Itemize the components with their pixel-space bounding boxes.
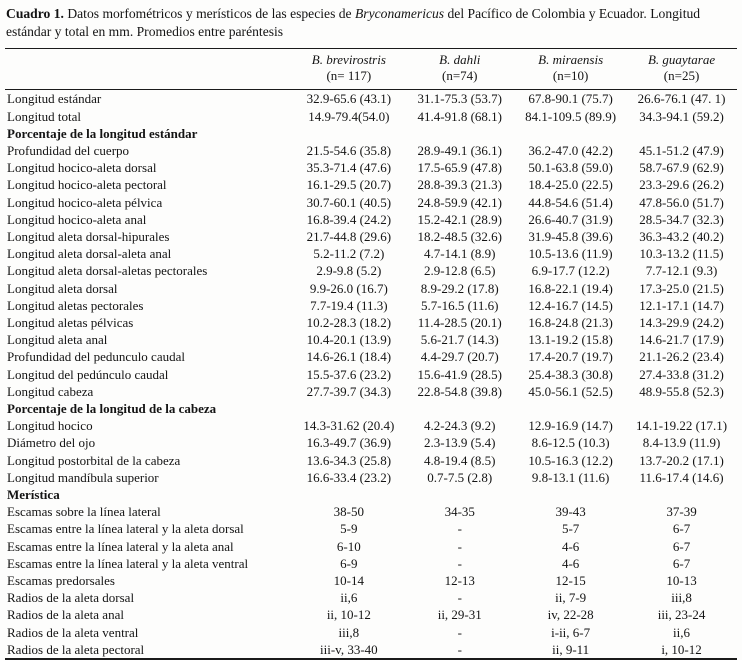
- column-header-b-dahli: [404, 48, 515, 90]
- table-row: [5, 194, 737, 211]
- cell-value: 34-35: [444, 504, 475, 520]
- table-row: [5, 331, 737, 348]
- cell-value: 13.6-34.3 (25.8): [306, 452, 392, 468]
- cell-value: ii, 29-31: [437, 607, 482, 623]
- cell-value: 39-43: [555, 504, 586, 520]
- cell-value: 14.9-79.4(54.0): [308, 108, 390, 124]
- cell-value: 10.5-16.3 (12.2): [528, 452, 613, 468]
- cell-value: 35.3-71.4 (47.6): [306, 160, 392, 176]
- cell-value: -: [457, 538, 462, 554]
- table-row: [5, 142, 737, 159]
- row-label: Longitud estándar: [7, 91, 102, 107]
- cell-value: ii, 10-12: [326, 607, 371, 623]
- cell-value: 25.4-38.3 (30.8): [528, 366, 613, 382]
- cell-value: 7.7-19.4 (11.3): [310, 297, 388, 313]
- table-row: [5, 245, 737, 262]
- species-name: B. guaytarae: [647, 51, 716, 67]
- table-row: [5, 348, 737, 365]
- cell-value: 2.3-13.9 (5.4): [423, 435, 496, 451]
- sample-size: (n=74): [441, 68, 478, 84]
- cell-value: 36.3-43.2 (40.2): [639, 229, 724, 244]
- cell-value: 14.3-31.62 (20.4): [303, 418, 395, 434]
- cell-value: 4.2-24.3 (9.2): [423, 418, 496, 434]
- cell-value: 67.8-90.1 (75.7): [528, 91, 613, 107]
- cell-value: 38-50: [333, 504, 365, 520]
- species-name: B. dahli: [439, 51, 481, 67]
- cell-value: 5.2-11.2 (7.2): [313, 246, 385, 262]
- table-row: [5, 108, 737, 125]
- cell-value: 17.5-65.9 (47.8): [417, 160, 502, 176]
- cell-value: 14.3-29.9 (24.2): [639, 315, 724, 331]
- cell-value: 26.6-40.7 (31.9): [528, 211, 613, 227]
- table-row: [5, 572, 737, 589]
- cell-value: 16.8-22.1 (19.4): [528, 280, 613, 296]
- cell-value: 10.3-13.2 (11.5): [639, 246, 724, 262]
- cell-value: 8.6-12.5 (10.3): [531, 435, 610, 451]
- table-row: [5, 538, 737, 555]
- cell-value: 9.9-26.0 (16.7): [309, 280, 388, 296]
- row-label: Longitud aleta dorsal-hipurales: [7, 229, 170, 244]
- cell-value: 5.7-16.5 (11.6): [420, 297, 499, 313]
- cell-value: 4-6: [561, 555, 580, 571]
- cell-value: 27.7-39.7 (34.3): [306, 383, 392, 399]
- cell-value: 34.3-94.1 (59.2): [639, 108, 724, 124]
- cell-value: 17.4-20.7 (19.7): [528, 349, 613, 365]
- row-label: Profundidad del cuerpo: [7, 142, 130, 158]
- cell-value: 31.9-45.8 (39.6): [528, 229, 613, 244]
- cell-value: 22.8-54.8 (39.8): [417, 383, 502, 399]
- row-label: Longitud hocico-aleta pélvica: [7, 194, 163, 210]
- cell-value: 13.1-19.2 (15.8): [528, 332, 613, 348]
- column-header-b-miraensis: [515, 48, 626, 90]
- cell-value: 31.1-75.3 (53.7): [417, 91, 502, 107]
- cell-value: 28.5-34.7 (32.3): [639, 211, 724, 227]
- cell-value: 15.2-42.1 (28.9): [417, 211, 502, 227]
- table-row: [5, 624, 737, 641]
- cell-value: 12-15: [555, 573, 586, 589]
- cell-value: 10-13: [666, 573, 697, 589]
- table-row: [5, 228, 737, 245]
- column-header-b-guaytarae: [626, 48, 737, 90]
- caption-genus: Bryconamericus: [355, 6, 445, 21]
- table-row: [5, 606, 737, 623]
- cell-value: 45.0-56.1 (52.5): [528, 383, 613, 399]
- table-row: [5, 434, 737, 451]
- cell-value: 17.3-25.0 (21.5): [639, 280, 724, 296]
- cell-value: 47.8-56.0 (51.7): [639, 194, 724, 210]
- row-label: Profundidad del pedunculo caudal: [7, 349, 185, 365]
- section-header-row: [5, 486, 737, 503]
- cell-value: i, 10-12: [661, 641, 702, 657]
- row-label: Longitud aletas pélvicas: [7, 315, 134, 331]
- cell-value: 11.4-28.5 (20.1): [417, 315, 502, 331]
- cell-value: 21.1-26.2 (23.4): [639, 349, 724, 365]
- cell-value: -: [457, 590, 462, 606]
- cell-value: 4.4-29.7 (20.7): [420, 349, 499, 365]
- header-row: [5, 48, 737, 90]
- row-label: Escamas entre la línea lateral y la aleta dorsal: [7, 521, 244, 537]
- cell-value: 4.8-19.4 (8.5): [423, 452, 496, 468]
- cell-value: 84.1-109.5 (89.9): [525, 108, 617, 124]
- cell-value: 16.1-29.5 (20.7): [306, 177, 392, 193]
- cell-value: 32.9-65.6 (43.1): [306, 91, 392, 107]
- row-label: Longitud hocico-aleta pectoral: [7, 177, 167, 193]
- caption-text-2: del Pacífico de Colombia y Ecuador. Longitud estándar y total en mm. Promedios entre paréntesis: [6, 6, 701, 39]
- cell-value: 37-39: [666, 504, 697, 520]
- cell-value: 28.9-49.1 (36.1): [417, 142, 502, 158]
- cell-value: i-ii, 6-7: [551, 624, 591, 640]
- cell-value: -: [457, 555, 462, 571]
- cell-value: 12-13: [444, 573, 475, 589]
- section-header-row: [5, 125, 737, 142]
- row-label: Escamas entre la línea lateral y la aleta anal: [7, 538, 234, 554]
- cell-value: iii,8: [338, 624, 360, 640]
- header-empty-cell: [5, 48, 293, 90]
- cell-value: 18.2-48.5 (32.6): [417, 229, 502, 244]
- cell-value: 45.1-51.2 (47.9): [639, 142, 724, 158]
- row-label: Longitud hocico: [7, 418, 93, 434]
- cell-value: 10-14: [333, 573, 365, 589]
- cell-value: 5.6-21.7 (14.3): [420, 332, 499, 348]
- cell-value: 4.7-14.1 (8.9): [423, 246, 496, 262]
- cell-value: 58.7-67.9 (62.9): [639, 160, 724, 176]
- sample-size: (n=10): [552, 68, 589, 84]
- cell-value: 2.9-9.8 (5.2): [316, 263, 382, 279]
- cell-value: 24.8-59.9 (42.1): [417, 194, 502, 210]
- row-label: Diámetro del ojo: [7, 435, 96, 451]
- row-label: Longitud aletas pectorales: [7, 297, 144, 313]
- cell-value: 6.9-17.7 (12.2): [531, 263, 610, 279]
- row-label: Longitud mandíbula superior: [7, 469, 159, 485]
- morphometrics-table: [5, 48, 737, 660]
- row-label: Radios de la aleta pectoral: [7, 641, 145, 657]
- cell-value: 16.8-24.8 (21.3): [528, 315, 613, 331]
- caption-text-1: Datos morfométricos y merísticos de las especies de: [67, 6, 352, 21]
- cell-value: iii-v, 33-40: [320, 641, 378, 657]
- column-header-b-brevirostris: [293, 48, 404, 90]
- cell-value: 16.3-49.7 (36.9): [306, 435, 392, 451]
- sample-size: (n= 117): [326, 68, 372, 84]
- cell-value: 12.9-16.9 (14.7): [528, 418, 613, 434]
- cell-value: 48.9-55.8 (52.3): [639, 383, 724, 399]
- row-label: Longitud cabeza: [7, 383, 94, 399]
- table-row: [5, 469, 737, 486]
- table-row: [5, 452, 737, 469]
- cell-value: 15.5-37.6 (23.2): [306, 366, 392, 382]
- cell-value: 6-7: [672, 521, 691, 537]
- cell-value: 6-7: [672, 538, 691, 554]
- cell-value: 16.6-33.4 (23.2): [306, 469, 392, 485]
- cell-value: 21.5-54.6 (35.8): [306, 142, 392, 158]
- cell-value: ii, 7-9: [555, 590, 587, 606]
- table-row: [5, 176, 737, 193]
- cell-value: ii,6: [673, 624, 691, 640]
- cell-value: 14.6-26.1 (18.4): [306, 349, 392, 365]
- table-row: [5, 280, 737, 297]
- cell-value: -: [457, 624, 462, 640]
- row-label: Longitud aleta dorsal: [7, 280, 118, 296]
- cell-value: 21.7-44.8 (29.6): [306, 229, 392, 244]
- table-row: [5, 383, 737, 400]
- row-label: Radios de la aleta dorsal: [7, 590, 135, 606]
- table-row: [5, 262, 737, 279]
- cell-value: 8.4-13.9 (11.9): [642, 435, 721, 451]
- table-row: [5, 366, 737, 383]
- table-row: [5, 297, 737, 314]
- table-row: [5, 417, 737, 434]
- caption-label: Cuadro 1.: [6, 6, 64, 21]
- table-row: [5, 589, 737, 606]
- cell-value: 26.6-76.1 (47. 1): [637, 91, 726, 107]
- table-row: [5, 90, 737, 108]
- table-row: [5, 555, 737, 572]
- cell-value: 50.1-63.8 (59.0): [528, 160, 613, 176]
- cell-value: 6-7: [672, 555, 691, 571]
- section-header: Merística: [7, 487, 60, 503]
- cell-value: ii, 9-11: [552, 641, 590, 657]
- row-label: Escamas predorsales: [7, 573, 115, 589]
- cell-value: iv, 22-28: [547, 607, 594, 623]
- table-row: [5, 520, 737, 537]
- row-label: Longitud postorbital de la cabeza: [7, 452, 181, 468]
- section-header: Porcentaje de la longitud estándar: [7, 125, 198, 141]
- cell-value: 7.7-12.1 (9.3): [645, 263, 718, 279]
- cell-value: 11.6-17.4 (14.6): [639, 469, 724, 485]
- cell-value: 12.1-17.1 (14.7): [639, 297, 724, 313]
- cell-value: -: [457, 641, 462, 657]
- cell-value: 10.5-13.6 (11.9): [528, 246, 613, 262]
- section-header: Porcentaje de la longitud de la cabeza: [7, 401, 217, 417]
- cell-value: 14.1-19.22 (17.1): [636, 418, 728, 434]
- cell-value: iii,8: [671, 590, 692, 606]
- cell-value: 28.8-39.3 (21.3): [417, 177, 502, 193]
- cell-value: 8.9-29.2 (17.8): [420, 280, 499, 296]
- row-label: Escamas entre la línea lateral y la aleta ventral: [7, 555, 249, 571]
- cell-value: 10.4-20.1 (13.9): [306, 332, 392, 348]
- cell-value: 23.3-29.6 (26.2): [639, 177, 724, 193]
- cell-value: 6-9: [340, 555, 358, 571]
- sample-size: (n=25): [663, 68, 700, 84]
- cell-value: 5-9: [340, 521, 358, 537]
- cell-value: 12.4-16.7 (14.5): [528, 297, 613, 313]
- cell-value: 14.6-21.7 (17.9): [639, 332, 724, 348]
- table-row: [5, 211, 737, 228]
- cell-value: 6-10: [336, 538, 361, 554]
- row-label: Longitud hocico-aleta anal: [7, 211, 147, 227]
- species-name: B. brevirostris: [311, 51, 386, 67]
- cell-value: 30.7-60.1 (40.5): [306, 194, 392, 210]
- row-label: Longitud aleta anal: [7, 332, 108, 348]
- row-label: Longitud total: [7, 108, 82, 124]
- cell-value: 9.8-13.1 (11.6): [531, 469, 610, 485]
- row-label: Escamas sobre la línea lateral: [7, 504, 161, 520]
- cell-value: 16.8-39.4 (24.2): [306, 211, 392, 227]
- table-row: [5, 641, 737, 659]
- table-row: [5, 314, 737, 331]
- cell-value: iii, 23-24: [657, 607, 706, 623]
- row-label: Longitud aleta dorsal-aleta anal: [7, 246, 172, 262]
- row-label: Radios de la aleta ventral: [7, 624, 139, 640]
- cell-value: 27.4-33.8 (31.2): [639, 366, 724, 382]
- cell-value: 0.7-7.5 (2.8): [427, 469, 493, 485]
- table-caption: [6, 5, 736, 41]
- cell-value: 4-6: [561, 538, 580, 554]
- row-label: Longitud aleta dorsal-aletas pectorales: [7, 263, 208, 279]
- cell-value: 5-7: [561, 521, 580, 537]
- table-row: [5, 159, 737, 176]
- row-label: Radios de la aleta anal: [7, 607, 124, 623]
- cell-value: -: [457, 521, 462, 537]
- cell-value: 13.7-20.2 (17.1): [639, 452, 724, 468]
- cell-value: 36.2-47.0 (42.2): [528, 142, 613, 158]
- cell-value: 15.6-41.9 (28.5): [417, 366, 502, 382]
- cell-value: 41.4-91.8 (68.1): [417, 108, 502, 124]
- cell-value: 44.8-54.6 (51.4): [528, 194, 613, 210]
- row-label: Longitud del pedúnculo caudal: [7, 366, 169, 382]
- table-row: [5, 503, 737, 520]
- row-label: Longitud hocico-aleta dorsal: [7, 160, 157, 176]
- cell-value: 18.4-25.0 (22.5): [528, 177, 613, 193]
- cell-value: ii,6: [340, 590, 358, 606]
- species-name: B. miraensis: [538, 51, 604, 67]
- cell-value: 2.9-12.8 (6.5): [423, 263, 496, 279]
- cell-value: 10.2-28.3 (18.2): [306, 315, 392, 331]
- section-header-row: [5, 400, 737, 417]
